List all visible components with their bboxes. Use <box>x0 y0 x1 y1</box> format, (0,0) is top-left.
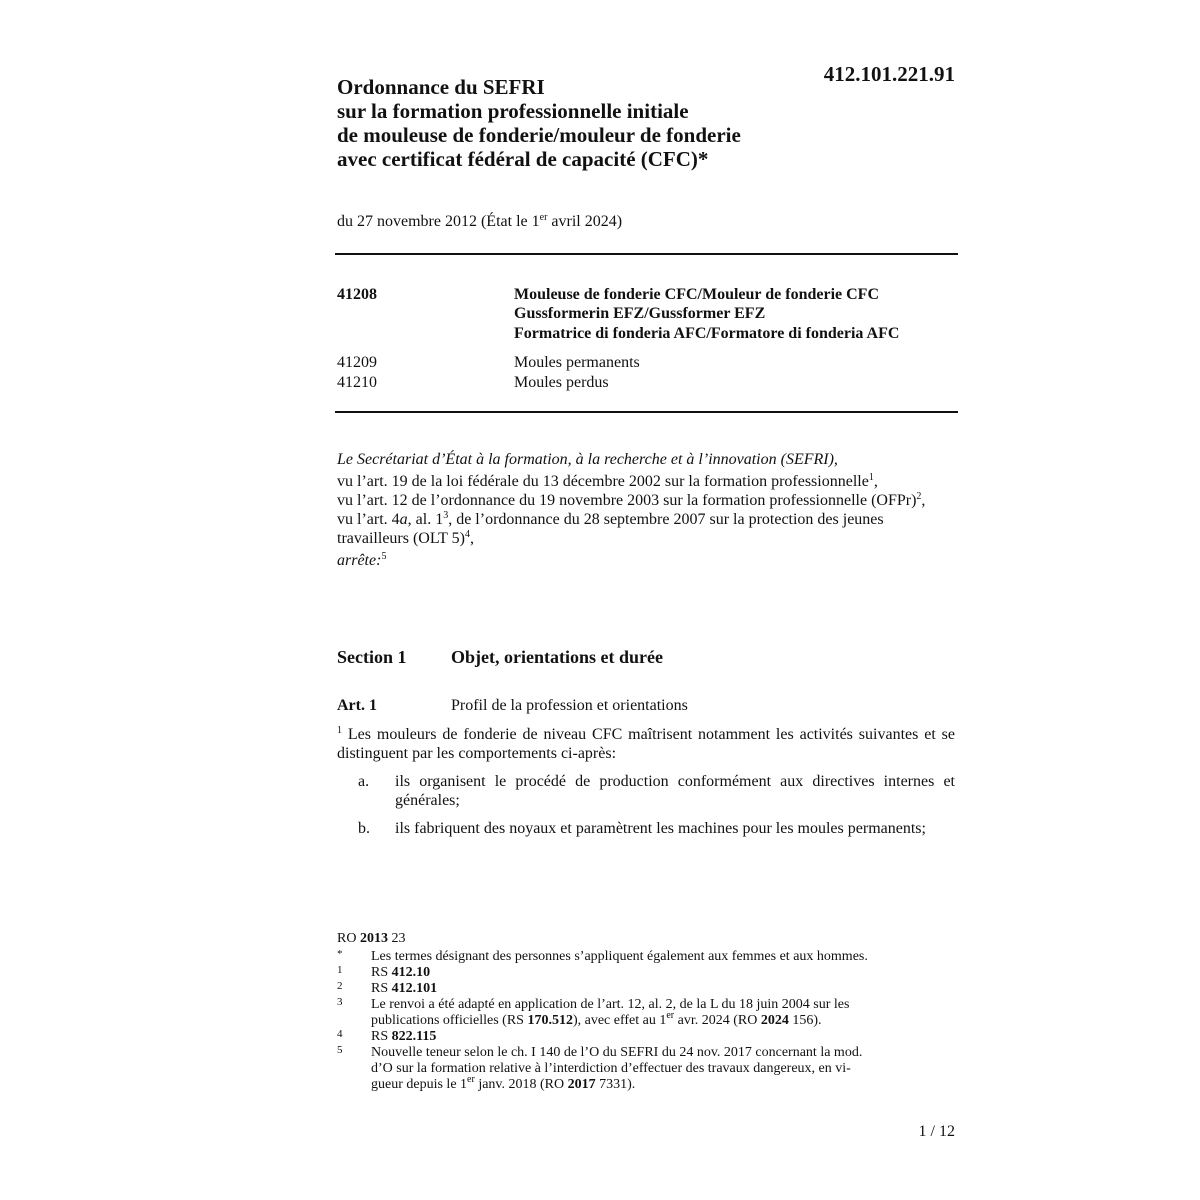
title-line: Ordonnance du SEFRI <box>337 75 545 99</box>
basis-text: vu l’art. 4 <box>337 511 400 528</box>
footnote-ref[interactable]: 2 <box>916 491 922 502</box>
footnote-text <box>371 1010 957 1029</box>
title-line: avec certificat fédéral de capacité (CFC)* <box>337 147 709 171</box>
footnote <box>337 981 957 997</box>
article-body <box>337 725 955 838</box>
footnote-ref[interactable]: 3 <box>443 510 449 521</box>
fn-text: gueur depuis le 1 <box>371 1077 468 1092</box>
ro-year: 2013 <box>359 931 388 946</box>
preamble <box>337 450 957 570</box>
basis-text: , al. 1 <box>407 511 444 528</box>
title-line: sur la formation professionnelle initiale <box>337 99 689 123</box>
rs-prefix: RS <box>371 965 392 980</box>
preamble-decree <box>337 551 957 570</box>
ro-page: 23 <box>387 931 406 946</box>
footnote-text: Les termes désignant des personnes s’appliquent également aux femmes et aux hommes. <box>371 949 868 964</box>
preamble-basis-2 <box>337 491 957 510</box>
decree-text: arrête: <box>337 552 382 569</box>
footnote-mark: 3 <box>337 996 343 1008</box>
fn-text: 156). <box>788 1013 822 1028</box>
basis-end: , <box>873 473 878 490</box>
code-number: 41208 <box>337 286 377 303</box>
page-number: 1 / 12 <box>918 1123 955 1140</box>
footnote <box>337 965 957 981</box>
article-heading <box>337 697 688 715</box>
footnote-text: Nouvelle teneur selon le ch. I 140 de l’O du SEFRI du 24 nov. 2017 concernant la mod. <box>371 1045 863 1060</box>
preamble-basis-3 <box>337 510 957 548</box>
fn-bold: 2017 <box>567 1077 596 1092</box>
document-date <box>337 213 622 231</box>
fn-bold: 2024 <box>760 1013 789 1028</box>
footnote-text <box>371 965 957 981</box>
fn-bold: 170.512 <box>527 1013 573 1028</box>
list-text: ils organisent le procédé de production conformément aux directives internes et générales; <box>395 773 955 809</box>
section-title: Objet, orientations et durée <box>451 647 663 667</box>
footnote-mark: 4 <box>337 1028 343 1040</box>
footnote-mark: 5 <box>337 1044 343 1056</box>
rs-prefix: RS <box>371 981 392 996</box>
footnote-text <box>371 1029 957 1045</box>
code-label: Moules permanents <box>514 354 640 371</box>
basis-text: vu l’art. 19 de la loi fédérale du 13 décembre 2002 sur la formation professionnelle <box>337 473 869 490</box>
footnote-mark: 1 <box>337 964 343 976</box>
code-label: Moules perdus <box>514 374 609 391</box>
footnote <box>337 1045 957 1093</box>
article-title: Profil de la profession et orientations <box>451 697 688 714</box>
list-item <box>337 819 955 838</box>
basis-italic: a <box>399 511 408 528</box>
footnote-ref[interactable]: 1 <box>868 472 874 483</box>
list-text: ils fabriquent des noyaux et paramètrent les machines pour les moules permanents; <box>395 820 926 837</box>
code-number: 41210 <box>337 374 377 391</box>
paragraph-number: 1 <box>337 725 342 736</box>
rs-number: 822.115 <box>391 1029 437 1044</box>
footnote <box>337 949 957 965</box>
footnotes <box>337 931 957 1093</box>
code-label: Gussformerin EFZ/Gussformer EFZ <box>514 305 766 322</box>
rs-prefix: RS <box>371 1029 392 1044</box>
list-item <box>337 772 955 810</box>
section-label: Section 1 <box>337 647 407 667</box>
footnote <box>337 1029 957 1045</box>
basis-end: , <box>921 492 926 509</box>
article-label: Art. 1 <box>337 697 377 714</box>
fn-text: publications officielles (RS <box>371 1013 528 1028</box>
footnote-text: Le renvoi a été adapté en application de l’art. 12, al. 2, de la L du 18 juin 2004 sur les <box>371 997 850 1012</box>
footnote-ref[interactable]: 4 <box>464 529 470 540</box>
fn-text: ), avec effet au 1 <box>572 1013 667 1028</box>
preamble-authority: Le Secrétariat d’État à la formation, à la recherche et à l’innovation (SEFRI), <box>337 451 838 468</box>
footnote-text <box>371 1074 957 1093</box>
footnote-mark: 2 <box>337 980 343 992</box>
date-suffix: avril 2024) <box>547 213 623 230</box>
document-title <box>337 75 807 171</box>
fn-text: 7331). <box>595 1077 636 1092</box>
footnote-mark: * <box>337 948 343 960</box>
code-label: Formatrice di fonderia AFC/Formatore di fonderia AFC <box>514 325 900 342</box>
basis-text: vu l’art. 12 de l’ordonnance du 19 novembre 2003 sur la formation professionnelle (OFPr) <box>337 492 917 509</box>
basis-text: , de l’ordonnance du 28 septembre 2007 sur la protection des jeunes travailleurs (OLT 5) <box>337 511 884 547</box>
basis-end: , <box>469 530 474 547</box>
date-prefix: du 27 novembre 2012 (État le 1 <box>337 213 540 230</box>
document-number: 412.101.221.91 <box>823 62 955 86</box>
footnote <box>337 997 957 1029</box>
code-label: Mouleuse de fonderie CFC/Mouleur de fonderie CFC <box>514 286 879 303</box>
list-letter: a. <box>358 773 370 790</box>
fn-sup: er <box>666 1010 675 1021</box>
fn-text: janv. 2018 (RO <box>474 1077 568 1092</box>
article-intro <box>337 725 955 763</box>
code-number: 41209 <box>337 354 377 371</box>
footnote-text <box>371 981 957 997</box>
section-heading <box>337 647 663 668</box>
bottom-rule <box>335 411 958 413</box>
fn-text: avr. 2024 (RO <box>674 1013 761 1028</box>
fn-sup: er <box>467 1074 475 1085</box>
top-rule <box>335 253 958 255</box>
date-sup: er <box>539 212 548 223</box>
official-compilation-ref <box>337 931 957 947</box>
title-line: de mouleuse de fonderie/mouleur de fonderie <box>337 123 741 147</box>
footnote-ref[interactable]: 5 <box>381 551 387 562</box>
intro-text: Les mouleurs de fonderie de niveau CFC maîtrisent notamment les activités suivantes et se distinguent par les comportements ci-après: <box>337 726 955 762</box>
rs-number: 412.101 <box>391 981 438 996</box>
preamble-basis-1 <box>337 472 957 491</box>
ro-prefix: RO <box>337 931 360 946</box>
list-letter: b. <box>358 820 370 837</box>
rs-number: 412.10 <box>391 965 431 980</box>
footnote-text: d’O sur la formation relative à l’interdiction d’effectuer des travaux dangereux, en vi- <box>371 1061 851 1076</box>
